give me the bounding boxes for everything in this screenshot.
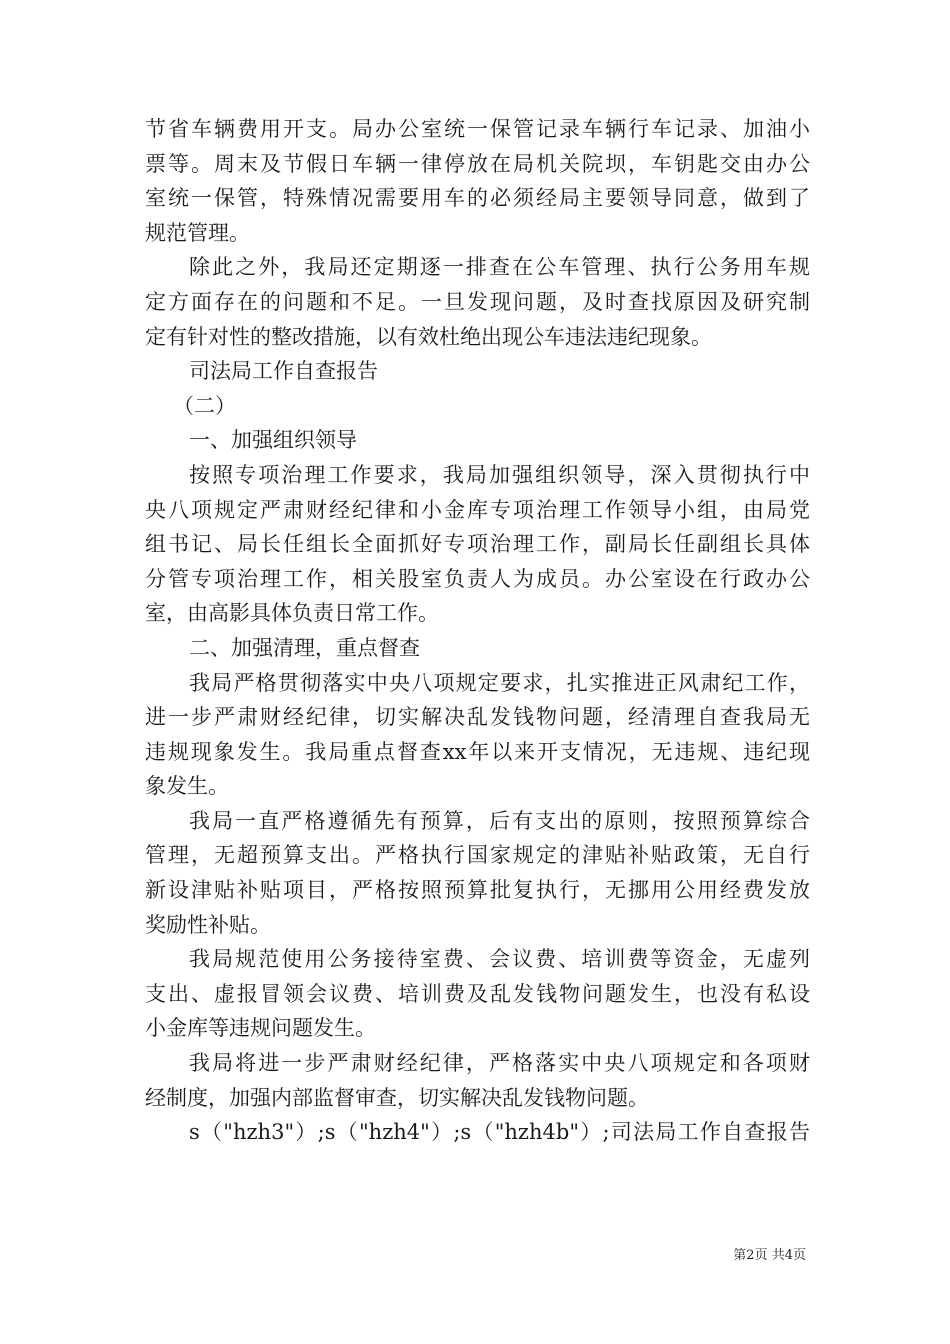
text-line: 按照专项治理工作要求，我局加强组织领导，深入贯彻执行中 [189, 462, 810, 487]
text-line: 我局规范使用公务接待室费、会议费、培训费等资金，无虚列 [189, 947, 810, 972]
text-line: 除此之外，我局还定期逐一排查在公车管理、执行公务用车规 [189, 255, 810, 280]
text-line: 票等。周末及节假日车辆一律停放在局机关院坝，车钥匙交由办公 [145, 151, 810, 176]
text-line: 室统一保管，特殊情况需要用车的必须经局主要领导同意，做到了 [145, 186, 810, 211]
text-line: 违规现象发生。我局重点督查xx年以来开支情况，无违规、违纪现 [145, 739, 810, 764]
text-line: 进一步严肃财经纪律，切实解决乱发钱物问题，经清理自查我局无 [145, 705, 810, 730]
footer-prefix: 第 [733, 1248, 747, 1263]
text-line: 规范管理。 [145, 220, 250, 245]
footer-suffix: 页 [792, 1248, 806, 1263]
document-body [145, 112, 810, 1150]
footer-total-pages: 4 [784, 1248, 793, 1263]
text-line: 定有针对性的整改措施，以有效杜绝出现公车违法违纪现象。 [145, 324, 712, 349]
text-line: 经制度，加强内部监督审查，切实解决乱发钱物问题。 [145, 1085, 649, 1110]
text-line: 分管专项治理工作，相关股室负责人为成员。办公室设在行政办公 [145, 566, 810, 591]
text-line: 一、加强组织领导 [189, 428, 357, 453]
text-line: s（"hzh3"）;s（"hzh4"）;s（"hzh4b"）;司法局工作自查报告 [189, 1120, 810, 1145]
text-line: 支出、虚报冒领会议费、培训费及乱发钱物问题发生，也没有私设 [145, 981, 810, 1006]
text-line: 象发生。 [145, 774, 229, 799]
text-line: 小金库等违规问题发生。 [145, 1016, 376, 1041]
text-line: 二、加强清理，重点督查 [189, 635, 420, 660]
text-line: 管理，无超预算支出。严格执行国家规定的津贴补贴政策，无自行 [145, 843, 810, 868]
text-line: 央八项规定严肃财经纪律和小金库专项治理工作领导小组，由局党 [145, 497, 810, 522]
text-line: 新设津贴补贴项目，严格按照预算批复执行，无挪用公用经费发放 [145, 878, 810, 903]
text-line: 司法局工作自查报告 [189, 359, 378, 384]
text-line: 我局严格贯彻落实中央八项规定要求，扎实推进正风肃纪工作， [189, 670, 810, 695]
text-line: 奖励性补贴。 [145, 912, 271, 937]
text-line: 节省车辆费用开支。局办公室统一保管记录车辆行车记录、加油小 [145, 117, 810, 141]
text-line: 室，由高影具体负责日常工作。 [145, 601, 439, 626]
text-line: 我局一直严格遵循先有预算，后有支出的原则，按照预算综合 [189, 808, 810, 833]
text-line: （二） [173, 393, 236, 418]
page-footer [0, 1244, 806, 1263]
text-line: 定方面存在的问题和不足。一旦发现问题，及时查找原因及研究制 [145, 289, 810, 314]
footer-middle: 页 共 [754, 1248, 785, 1263]
footer-page-number: 2 [746, 1248, 755, 1263]
text-line: 我局将进一步严肃财经纪律，严格落实中央八项规定和各项财 [189, 1051, 810, 1076]
text-line: 组书记、局长任组长全面抓好专项治理工作，副局长任副组长具体 [145, 532, 810, 557]
